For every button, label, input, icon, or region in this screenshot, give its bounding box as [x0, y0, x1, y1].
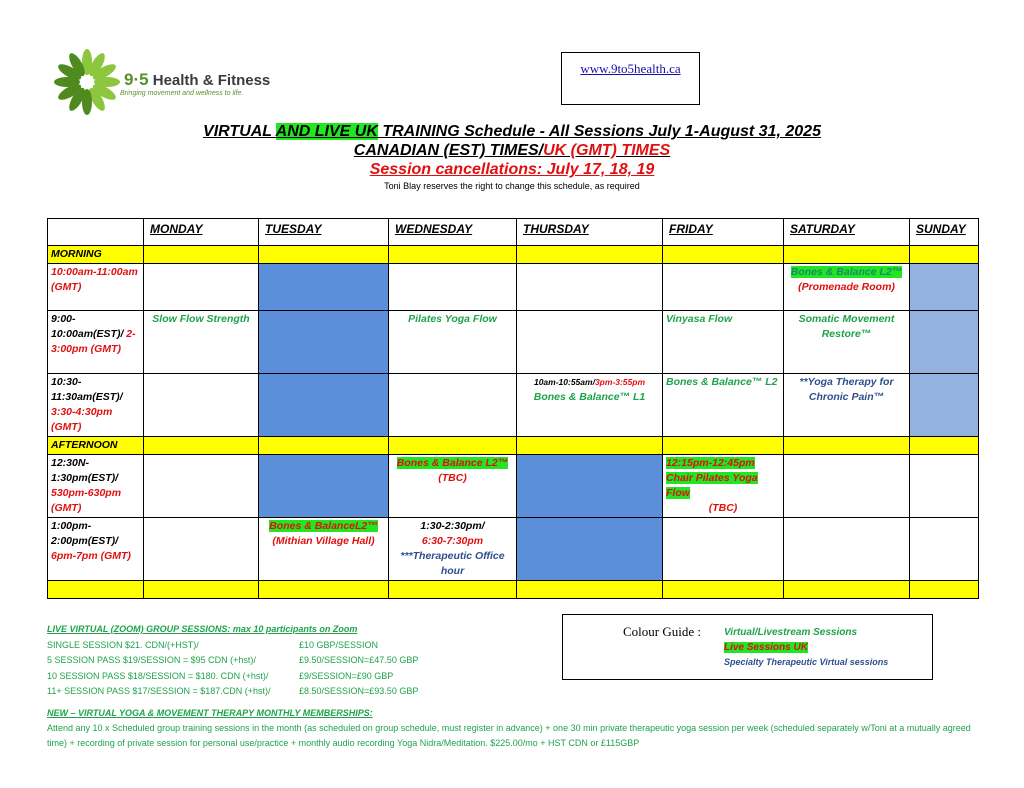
time-gmt: 6pm-7pm (GMT)	[51, 550, 131, 562]
time-cell	[48, 374, 144, 437]
website-link[interactable]: www.9to5health.ca	[580, 61, 681, 76]
time-est: 10:30-11:30am(EST)/	[51, 376, 123, 403]
title-pre: VIRTUAL	[203, 123, 276, 140]
session-location: (Promenade Room)	[798, 281, 895, 293]
session-name: 12:15pm-12:45pm Chair Pilates Yoga Flow	[666, 457, 758, 499]
cell	[259, 455, 389, 518]
logo-tagline: Bringing movement and wellness to life.	[120, 90, 244, 97]
title-line-2	[0, 141, 1024, 160]
colour-guide-label: Colour Guide :	[623, 624, 701, 639]
session-time-est: 1:30-2:30pm/	[420, 520, 485, 532]
cell	[910, 264, 979, 311]
cell	[517, 264, 663, 311]
title-highlight: AND LIVE UK	[275, 123, 378, 140]
price-line	[47, 684, 567, 700]
session-time-gmt: 6:30-7:30pm	[421, 535, 484, 547]
session-cell	[389, 518, 517, 581]
session-time-est: 10am-10:55am/	[533, 377, 595, 387]
morning-section-row	[48, 246, 979, 264]
membership-header: NEW – VIRTUAL YOGA & MOVEMENT THERAPY MONTHLY MEMBERSHIPS:	[47, 708, 373, 718]
session-status: (TBC)	[438, 472, 467, 484]
price-cdn: SINGLE SESSION $21. CDN/(+HST)/	[47, 639, 199, 650]
cell	[144, 455, 259, 518]
cell	[259, 374, 389, 437]
time-cell: 10:00am-11:00am (GMT)	[48, 264, 144, 311]
price-cdn: 5 SESSION PASS $19/SESSION = $95 CDN (+hst)/	[47, 655, 256, 665]
session-name: ***Therapeutic Office hour	[400, 550, 505, 577]
session-location: (Mithian Village Hall)	[272, 535, 375, 547]
pricing-section	[47, 622, 567, 700]
time-gmt: 530pm-630pm (GMT)	[51, 487, 122, 514]
table-row	[48, 455, 979, 518]
session-cell	[663, 455, 784, 518]
schedule-table	[47, 218, 979, 599]
cell	[663, 518, 784, 581]
logo-brand	[124, 70, 270, 90]
brand-logo	[52, 48, 272, 116]
cell	[910, 374, 979, 437]
session-name: Bones & Balance L2™	[396, 457, 509, 469]
section-label-morning: MORNING	[48, 246, 144, 264]
website-box	[561, 52, 700, 105]
session-cell	[389, 455, 517, 518]
title-block	[0, 122, 1024, 192]
time-est: 1:00pm-2:00pm(EST)/	[51, 520, 119, 547]
time-cell	[48, 518, 144, 581]
cell	[784, 518, 910, 581]
colour-guide-items	[724, 625, 888, 670]
schedule-note: Toni Blay reserves the right to change this schedule, as required	[384, 181, 640, 191]
session-name: Bones & BalanceL2™	[269, 520, 378, 532]
session-name: Bones & Balance™ L1	[533, 391, 646, 403]
price-gbp: £9.50/SESSION=£47.50 GBP	[299, 655, 419, 665]
price-line	[47, 669, 567, 685]
cell	[910, 311, 979, 374]
footer-row	[48, 581, 979, 599]
session-cell: Pilates Yoga Flow	[389, 311, 517, 374]
logo-name: Health & Fitness	[152, 72, 271, 89]
cell	[389, 374, 517, 437]
time-gmt: 3:30-4:30pm (GMT)	[51, 406, 113, 433]
cell	[517, 518, 663, 581]
session-cell	[259, 518, 389, 581]
session-cell: Somatic Movement Restore™	[784, 311, 910, 374]
title-post: TRAINING Schedule - All Sessions July 1-August 31, 2025	[377, 123, 821, 140]
cell	[517, 455, 663, 518]
table-row	[48, 374, 979, 437]
day-header: SUNDAY	[910, 219, 979, 246]
session-cell	[784, 264, 910, 311]
price-line	[47, 638, 567, 654]
time-cell	[48, 311, 144, 374]
cell	[517, 311, 663, 374]
title-canadian: CANADIAN (EST) TIMES/	[353, 142, 544, 159]
session-name: Bones & Balance L2™	[790, 266, 903, 278]
price-cdn: 10 SESSION PASS $18/SESSION = $180. CDN (+hst)/	[47, 670, 269, 681]
price-line	[47, 653, 567, 669]
day-header: SATURDAY	[784, 219, 910, 246]
session-status: (TBC)	[708, 502, 738, 514]
header-row	[48, 219, 979, 246]
session-cell: Bones & Balance™ L2	[663, 374, 784, 437]
price-cdn: 11+ SESSION PASS $17/SESSION = $187.CDN (+hst)/	[47, 686, 271, 696]
cell	[784, 455, 910, 518]
cell	[663, 264, 784, 311]
pricing-header: LIVE VIRTUAL (ZOOM) GROUP SESSIONS: max 10 participants on Zoom	[47, 624, 358, 634]
time-est: 12:30N-1:30pm(EST)/	[51, 457, 119, 484]
price-gbp: £9/SESSION=£90 GBP	[299, 670, 394, 681]
guide-live: Live Sessions UK	[724, 642, 808, 653]
day-header: TUESDAY	[259, 219, 389, 246]
session-cell: Vinyasa Flow	[663, 311, 784, 374]
colour-guide	[562, 614, 933, 680]
day-header: WEDNESDAY	[389, 219, 517, 246]
day-header: THURSDAY	[517, 219, 663, 246]
table-row	[48, 311, 979, 374]
time-cell	[48, 455, 144, 518]
guide-specialty: Specialty Therapeutic Virtual sessions	[724, 657, 889, 667]
section-label-afternoon: AFTERNOON	[48, 437, 144, 455]
flower-logo-icon	[52, 48, 122, 116]
session-cell: **Yoga Therapy for Chronic Pain™	[784, 374, 910, 437]
price-gbp: £10 GBP/SESSION	[299, 639, 379, 650]
price-gbp: £8.50/SESSION=£93.50 GBP	[299, 686, 419, 696]
session-cell: Slow Flow Strength	[144, 311, 259, 374]
title-uk: UK (GMT) TIMES	[543, 142, 671, 159]
session-time-gmt: 3pm-3:55pm	[594, 377, 646, 387]
membership-text: Attend any 10 x Scheduled group training sessions in the month (as scheduled on group schedule, must register in advance) + one 30 min private therapeutic yoga session per week (scheduled separately w/Toni at a mutually agreed time) + recording of private session for personal use/practice + monthly audio recording Yoga Nidra/Meditation. $225.00/mo + HST CDN or £115GBP	[47, 723, 971, 748]
cancellations-line: Session cancellations: July 17, 18, 19	[369, 161, 655, 178]
cell	[389, 264, 517, 311]
logo-number: 9·5	[124, 70, 149, 89]
table-row	[48, 264, 979, 311]
afternoon-section-row	[48, 437, 979, 455]
cell	[259, 311, 389, 374]
title-line-1	[0, 122, 1024, 141]
time-gmt: 2-3:00pm (GMT)	[51, 328, 136, 355]
cell	[910, 518, 979, 581]
cell	[144, 264, 259, 311]
cell	[144, 374, 259, 437]
time-est: 9:00-10:00am(EST)/	[51, 313, 124, 340]
table-row	[48, 518, 979, 581]
cell	[259, 264, 389, 311]
corner-cell	[48, 219, 144, 246]
cell	[144, 518, 259, 581]
membership-section	[47, 706, 977, 751]
cell	[910, 455, 979, 518]
session-cell	[517, 374, 663, 437]
day-header: FRIDAY	[663, 219, 784, 246]
day-header: MONDAY	[144, 219, 259, 246]
guide-virtual: Virtual/Livestream Sessions	[724, 627, 858, 638]
